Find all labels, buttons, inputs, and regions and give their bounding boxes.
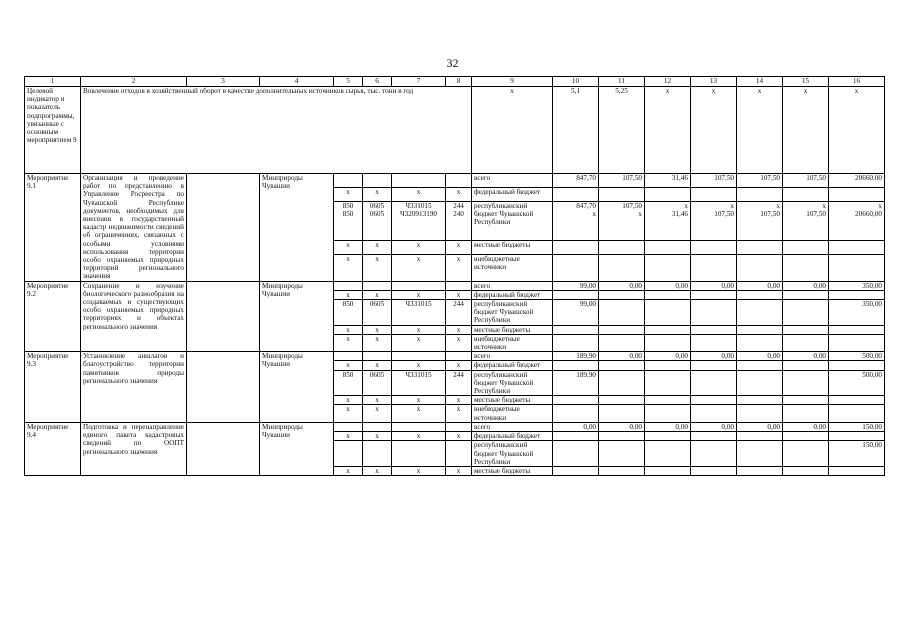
amount-cell: 99,00 — [553, 300, 599, 326]
code-expense-type: x — [446, 432, 472, 441]
amount-cell — [599, 466, 645, 475]
amount-cell — [645, 361, 691, 370]
amount-cell — [645, 290, 691, 299]
code-section: x — [363, 405, 392, 422]
event-executor: Минприроды Чувашии — [260, 352, 334, 423]
code-expense-type — [446, 174, 472, 188]
code-expense-type: x — [446, 396, 472, 405]
amount-cell: 500,00 — [829, 370, 885, 396]
code-expense-type: 244 — [446, 300, 472, 326]
amount-cell — [783, 396, 829, 405]
header-cell: 16 — [829, 77, 885, 87]
amount-cell — [645, 466, 691, 475]
code-section — [363, 281, 392, 290]
amount-cell — [599, 370, 645, 396]
event-name: Сохранение и изучение биологического разнообразия на создаваемых и существующих особо охраняемых природных территориях и объектах регионального значения — [81, 281, 187, 352]
code-section: 0605 — [363, 370, 392, 396]
code-expense-type: x — [446, 290, 472, 299]
code-section: x — [363, 241, 392, 255]
code-grbs: 850 — [334, 300, 363, 326]
code-section: x — [363, 255, 392, 282]
indicator-value: 5,1 — [553, 87, 599, 174]
indicator-value: x — [645, 87, 691, 174]
amount-cell: 189,90 — [553, 370, 599, 396]
event-label: Мероприятие 9.2 — [25, 281, 81, 352]
amount-cell — [645, 255, 691, 282]
event-executor: Минприроды Чувашии — [260, 422, 334, 475]
amount-cell: 0,00 — [645, 422, 691, 431]
funding-source: местные бюджеты — [472, 241, 553, 255]
amount-cell: 847,70 x — [553, 202, 599, 241]
code-expense-type: x — [446, 255, 472, 282]
amount-cell — [553, 255, 599, 282]
amount-cell — [737, 300, 783, 326]
amount-cell — [599, 325, 645, 334]
funding-source: федеральный бюджет — [472, 290, 553, 299]
header-cell: 5 — [334, 77, 363, 87]
amount-cell: 150,00 — [829, 441, 885, 467]
amount-cell — [553, 290, 599, 299]
code-grbs — [334, 281, 363, 290]
code-expense-type: x — [446, 405, 472, 422]
amount-cell — [829, 325, 885, 334]
amount-cell — [645, 432, 691, 441]
amount-cell — [783, 361, 829, 370]
amount-cell: 20660,00 — [829, 174, 885, 188]
code-grbs: x — [334, 241, 363, 255]
amount-cell: 0,00 — [691, 352, 737, 361]
event-label: Мероприятие 9.1 — [25, 174, 81, 282]
amount-cell: 150,00 — [829, 422, 885, 431]
header-cell: 12 — [645, 77, 691, 87]
amount-cell: 0,00 — [645, 281, 691, 290]
code-grbs — [334, 174, 363, 188]
code-expense-type — [446, 281, 472, 290]
table-row — [25, 422, 885, 431]
code-section — [363, 174, 392, 188]
amount-cell: 0,00 — [783, 352, 829, 361]
amount-cell — [783, 334, 829, 351]
amount-cell — [599, 241, 645, 255]
code-expense-type — [446, 441, 472, 467]
amount-cell — [783, 405, 829, 422]
code-grbs: x — [334, 255, 363, 282]
indicator-label: Целевой индикатор и показатель подпрограммы, увязанные с основным мероприятием 9 — [25, 87, 81, 174]
amount-cell — [645, 300, 691, 326]
header-cell: 4 — [260, 77, 334, 87]
code-target-article: Ч331015 — [392, 300, 446, 326]
code-section: x — [363, 396, 392, 405]
amount-cell — [829, 188, 885, 202]
code-target-article — [392, 352, 446, 361]
code-target-article — [392, 441, 446, 467]
amount-cell — [691, 334, 737, 351]
code-grbs: x — [334, 290, 363, 299]
amount-cell — [645, 370, 691, 396]
code-section: 0605 0605 — [363, 202, 392, 241]
amount-cell — [737, 188, 783, 202]
amount-cell — [691, 370, 737, 396]
amount-cell: 107,50 — [691, 174, 737, 188]
header-cell: 15 — [783, 77, 829, 87]
code-target-article: x — [392, 255, 446, 282]
funding-source: республиканский бюджет Чувашской Республики — [472, 300, 553, 326]
header-cell: 6 — [363, 77, 392, 87]
code-section: x — [363, 334, 392, 351]
amount-cell — [783, 241, 829, 255]
amount-cell: 0,00 — [553, 422, 599, 431]
amount-cell: 31,46 — [645, 174, 691, 188]
amount-cell — [783, 300, 829, 326]
code-grbs: x — [334, 466, 363, 475]
indicator-unit: x — [472, 87, 553, 174]
amount-cell — [645, 405, 691, 422]
code-grbs: 850 — [334, 370, 363, 396]
amount-cell: 847,70 — [553, 174, 599, 188]
amount-cell — [553, 361, 599, 370]
amount-cell — [783, 370, 829, 396]
code-expense-type: 244 240 — [446, 202, 472, 241]
amount-cell — [599, 188, 645, 202]
amount-cell: 107,50 — [737, 174, 783, 188]
amount-cell — [599, 290, 645, 299]
funding-source: всего — [472, 281, 553, 290]
code-grbs — [334, 352, 363, 361]
code-section: x — [363, 188, 392, 202]
code-target-article — [392, 174, 446, 188]
header-cell: 8 — [446, 77, 472, 87]
code-target-article: x — [392, 290, 446, 299]
amount-cell — [783, 188, 829, 202]
event-executor: Минприроды Чувашии — [260, 174, 334, 282]
page-number: 32 — [446, 56, 459, 70]
amount-cell — [645, 188, 691, 202]
amount-cell — [829, 405, 885, 422]
event-label: Мероприятие 9.4 — [25, 422, 81, 475]
amount-cell — [599, 361, 645, 370]
funding-source: всего — [472, 422, 553, 431]
amount-cell — [599, 441, 645, 467]
code-section: x — [363, 325, 392, 334]
event-name: Подготовка и перенаправление единого пакета кадастровых сведений по ООПТ регионального значения — [81, 422, 187, 475]
funding-source: федеральный бюджет — [472, 432, 553, 441]
funding-source: внебюджетные источники — [472, 334, 553, 351]
amount-cell — [691, 300, 737, 326]
table-row — [25, 281, 885, 290]
amount-cell: 107,50 x — [599, 202, 645, 241]
amount-cell: 107,50 — [599, 174, 645, 188]
header-row — [25, 77, 885, 87]
amount-cell: 189,90 — [553, 352, 599, 361]
amount-cell: 0,00 — [691, 422, 737, 431]
code-section: x — [363, 432, 392, 441]
amount-cell — [553, 405, 599, 422]
amount-cell — [599, 300, 645, 326]
table-row — [25, 174, 885, 188]
funding-source: внебюджетные источники — [472, 405, 553, 422]
code-target-article: x — [392, 334, 446, 351]
event-name: Организация и проведение работ по представлению в Управление Росреестра по Чувашской Республике документов, необходимых для внесения в государственный кадастр недвижимости сведений об ограничениях, связанных с особыми условиями использования территории особо охраняемых природных территорий регионального значения — [81, 174, 187, 282]
amount-cell — [553, 241, 599, 255]
code-expense-type: 244 — [446, 370, 472, 396]
amount-cell — [737, 255, 783, 282]
code-target-article: x — [392, 188, 446, 202]
amount-cell — [829, 396, 885, 405]
amount-cell — [737, 405, 783, 422]
amount-cell — [737, 466, 783, 475]
header-cell: 9 — [472, 77, 553, 87]
header-cell: 13 — [691, 77, 737, 87]
amount-cell — [737, 361, 783, 370]
amount-cell — [645, 241, 691, 255]
amount-cell — [737, 325, 783, 334]
amount-cell: 0,00 — [783, 422, 829, 431]
amount-cell — [645, 325, 691, 334]
code-target-article: Ч331015 — [392, 370, 446, 396]
amount-cell — [691, 188, 737, 202]
code-grbs: x — [334, 188, 363, 202]
amount-cell — [691, 441, 737, 467]
funding-source: местные бюджеты — [472, 396, 553, 405]
funding-source: внебюджетные источники — [472, 255, 553, 282]
amount-cell: 0,00 — [783, 281, 829, 290]
amount-cell: 350,00 — [829, 281, 885, 290]
amount-cell: 0,00 — [599, 422, 645, 431]
code-section — [363, 422, 392, 431]
code-grbs — [334, 422, 363, 431]
code-target-article: x — [392, 466, 446, 475]
code-expense-type: x — [446, 466, 472, 475]
amount-cell — [553, 325, 599, 334]
funding-source: республиканский бюджет Чувашской Республики — [472, 370, 553, 396]
code-grbs: x — [334, 405, 363, 422]
indicator-value: x — [829, 87, 885, 174]
code-target-article: x — [392, 361, 446, 370]
amount-cell — [553, 334, 599, 351]
event-label: Мероприятие 9.3 — [25, 352, 81, 423]
funding-source: республиканский бюджет Чувашской Республики — [472, 202, 553, 241]
amount-cell: 0,00 — [737, 281, 783, 290]
amount-cell — [783, 466, 829, 475]
header-cell: 10 — [553, 77, 599, 87]
funding-source: местные бюджеты — [472, 325, 553, 334]
amount-cell — [599, 396, 645, 405]
code-section: 0605 — [363, 300, 392, 326]
amount-cell: 0,00 — [645, 352, 691, 361]
amount-cell — [829, 466, 885, 475]
funding-source: всего — [472, 174, 553, 188]
amount-cell — [691, 255, 737, 282]
amount-cell — [829, 255, 885, 282]
amount-cell — [691, 325, 737, 334]
code-expense-type — [446, 352, 472, 361]
amount-cell — [691, 396, 737, 405]
amount-cell: x 107,50 — [691, 202, 737, 241]
header-cell: 14 — [737, 77, 783, 87]
code-grbs: x — [334, 396, 363, 405]
header-cell: 7 — [392, 77, 446, 87]
code-expense-type: x — [446, 188, 472, 202]
code-section: x — [363, 361, 392, 370]
event-col3 — [187, 352, 260, 423]
code-section: x — [363, 466, 392, 475]
amount-cell: 0,00 — [599, 281, 645, 290]
amount-cell — [599, 334, 645, 351]
amount-cell — [691, 466, 737, 475]
amount-cell: 99,00 — [553, 281, 599, 290]
amount-cell — [553, 466, 599, 475]
amount-cell — [737, 241, 783, 255]
amount-cell — [783, 432, 829, 441]
event-col3 — [187, 281, 260, 352]
amount-cell — [783, 290, 829, 299]
amount-cell: 0,00 — [737, 422, 783, 431]
code-grbs: x — [334, 361, 363, 370]
amount-cell — [829, 361, 885, 370]
code-expense-type — [446, 422, 472, 431]
code-expense-type: x — [446, 325, 472, 334]
event-col3 — [187, 422, 260, 475]
amount-cell: 107,50 — [783, 174, 829, 188]
amount-cell — [783, 255, 829, 282]
code-expense-type: x — [446, 361, 472, 370]
amount-cell — [553, 396, 599, 405]
header-cell: 11 — [599, 77, 645, 87]
code-grbs: x — [334, 432, 363, 441]
amount-cell — [829, 334, 885, 351]
amount-cell: 500,00 — [829, 352, 885, 361]
budget-table — [24, 76, 885, 476]
amount-cell — [737, 370, 783, 396]
amount-cell — [645, 396, 691, 405]
amount-cell — [737, 290, 783, 299]
amount-cell — [645, 334, 691, 351]
amount-cell: 0,00 — [737, 352, 783, 361]
table-row — [25, 352, 885, 361]
code-grbs: x — [334, 334, 363, 351]
amount-cell — [737, 432, 783, 441]
amount-cell — [553, 188, 599, 202]
code-grbs: 850 850 — [334, 202, 363, 241]
amount-cell: 0,00 — [691, 281, 737, 290]
code-target-article: Ч331015 Ч320913190 — [392, 202, 446, 241]
amount-cell — [737, 396, 783, 405]
funding-source: федеральный бюджет — [472, 361, 553, 370]
amount-cell — [599, 255, 645, 282]
code-target-article: x — [392, 241, 446, 255]
amount-cell — [645, 441, 691, 467]
header-cell: 3 — [187, 77, 260, 87]
amount-cell: x 107,50 — [783, 202, 829, 241]
code-section — [363, 441, 392, 467]
indicator-value: x — [737, 87, 783, 174]
indicator-text: Вовлечение отходов в хозяйственный оборот в качестве дополнительных источников сырья, тыс. тонн в год — [81, 87, 472, 174]
amount-cell — [829, 290, 885, 299]
amount-cell — [691, 432, 737, 441]
amount-cell — [599, 405, 645, 422]
event-name: Установление аншлагов и благоустройство территории памятников природы регионального значения — [81, 352, 187, 423]
target-indicator-row — [25, 87, 885, 174]
amount-cell — [553, 441, 599, 467]
indicator-value: 5,25 — [599, 87, 645, 174]
code-grbs — [334, 441, 363, 467]
code-target-article — [392, 422, 446, 431]
code-target-article: x — [392, 405, 446, 422]
code-expense-type: x — [446, 241, 472, 255]
amount-cell — [829, 432, 885, 441]
amount-cell — [783, 441, 829, 467]
funding-source: республиканский бюджет Чувашской Республики — [472, 441, 553, 467]
amount-cell: 350,00 — [829, 300, 885, 326]
amount-cell — [553, 432, 599, 441]
amount-cell: x 31,46 — [645, 202, 691, 241]
amount-cell — [599, 432, 645, 441]
amount-cell: 0,00 — [599, 352, 645, 361]
code-target-article: x — [392, 396, 446, 405]
amount-cell — [691, 290, 737, 299]
amount-cell — [829, 241, 885, 255]
amount-cell — [691, 241, 737, 255]
code-target-article: x — [392, 432, 446, 441]
code-section: x — [363, 290, 392, 299]
code-grbs: x — [334, 325, 363, 334]
funding-source: федеральный бюджет — [472, 188, 553, 202]
header-cell: 1 — [25, 77, 81, 87]
amount-cell — [691, 405, 737, 422]
amount-cell — [783, 325, 829, 334]
amount-cell — [737, 334, 783, 351]
funding-source: всего — [472, 352, 553, 361]
indicator-value: x — [783, 87, 829, 174]
funding-source: местные бюджеты — [472, 466, 553, 475]
code-target-article — [392, 281, 446, 290]
amount-cell: x 107,50 — [737, 202, 783, 241]
event-executor: Минприроды Чувашии — [260, 281, 334, 352]
amount-cell — [737, 441, 783, 467]
header-cell: 2 — [81, 77, 187, 87]
amount-cell — [691, 361, 737, 370]
indicator-value: x — [691, 87, 737, 174]
code-section — [363, 352, 392, 361]
code-expense-type: x — [446, 334, 472, 351]
code-target-article: x — [392, 325, 446, 334]
amount-cell: x 20660,00 — [829, 202, 885, 241]
event-col3 — [187, 174, 260, 282]
